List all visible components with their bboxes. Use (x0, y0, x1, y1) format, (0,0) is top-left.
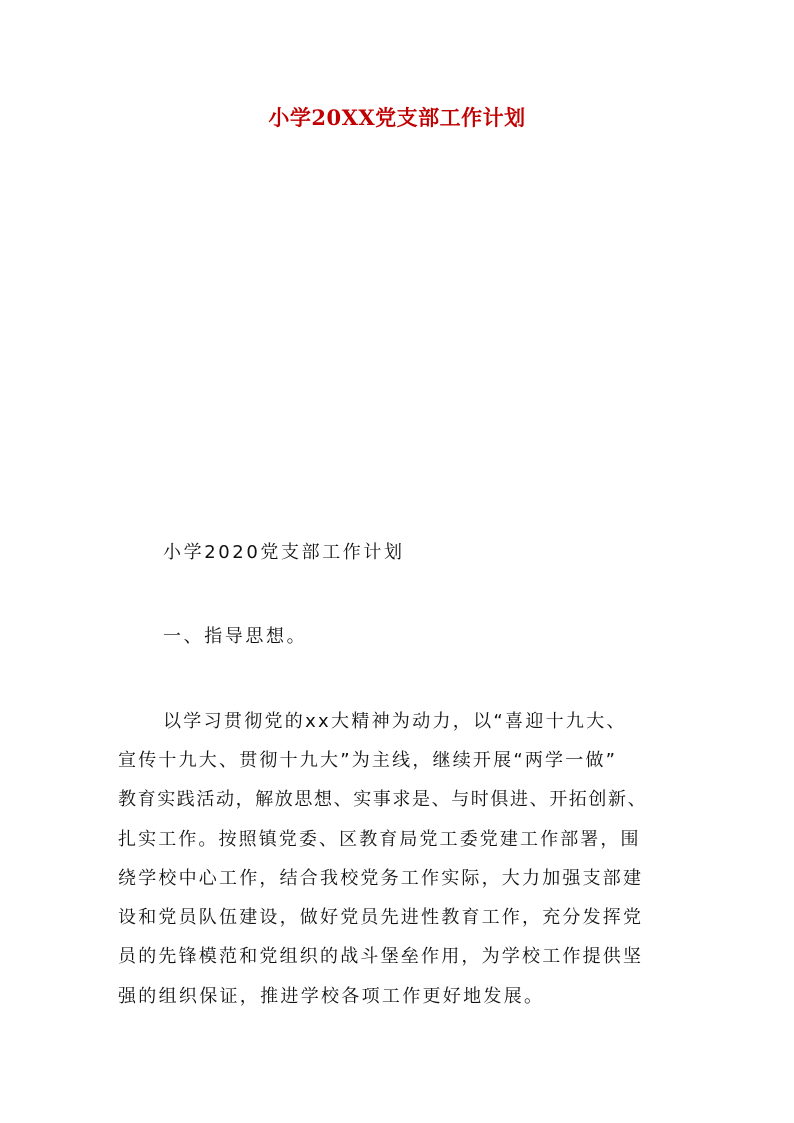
document-title: 小学20XX党支部工作计划 (268, 105, 526, 130)
paragraph-line: 设和党员队伍建设，做好党员先进性教育工作，充分发挥党 (118, 907, 644, 928)
paragraph-line: 教育实践活动，解放思想、实事求是、与时俱进、开拓创新、 (118, 789, 648, 810)
paragraph-line: 员的先锋模范和党组织的战斗堡垒作用，为学校工作提供坚 (118, 946, 644, 967)
paragraph-line: 扎实工作。按照镇党委、区教育局党工委党建工作部署，围 (118, 829, 641, 850)
paragraph-line: 强的组织保证，推进学校各项工作更好地发展。 (118, 986, 545, 1007)
section-heading: 一、指导思想。 (163, 626, 308, 647)
document-subtitle: 小学2020党支部工作计划 (163, 542, 405, 563)
paragraph-line: 绕学校中心工作，结合我校党务工作实际，大力加强支部建 (118, 868, 644, 889)
paragraph-line: 以学习贯彻党的xx大精神为动力，以“喜迎十九大、 (163, 711, 627, 732)
paragraph-line: 宣传十九大、贯彻十九大”为主线，继续开展“两学一做” (118, 750, 618, 771)
